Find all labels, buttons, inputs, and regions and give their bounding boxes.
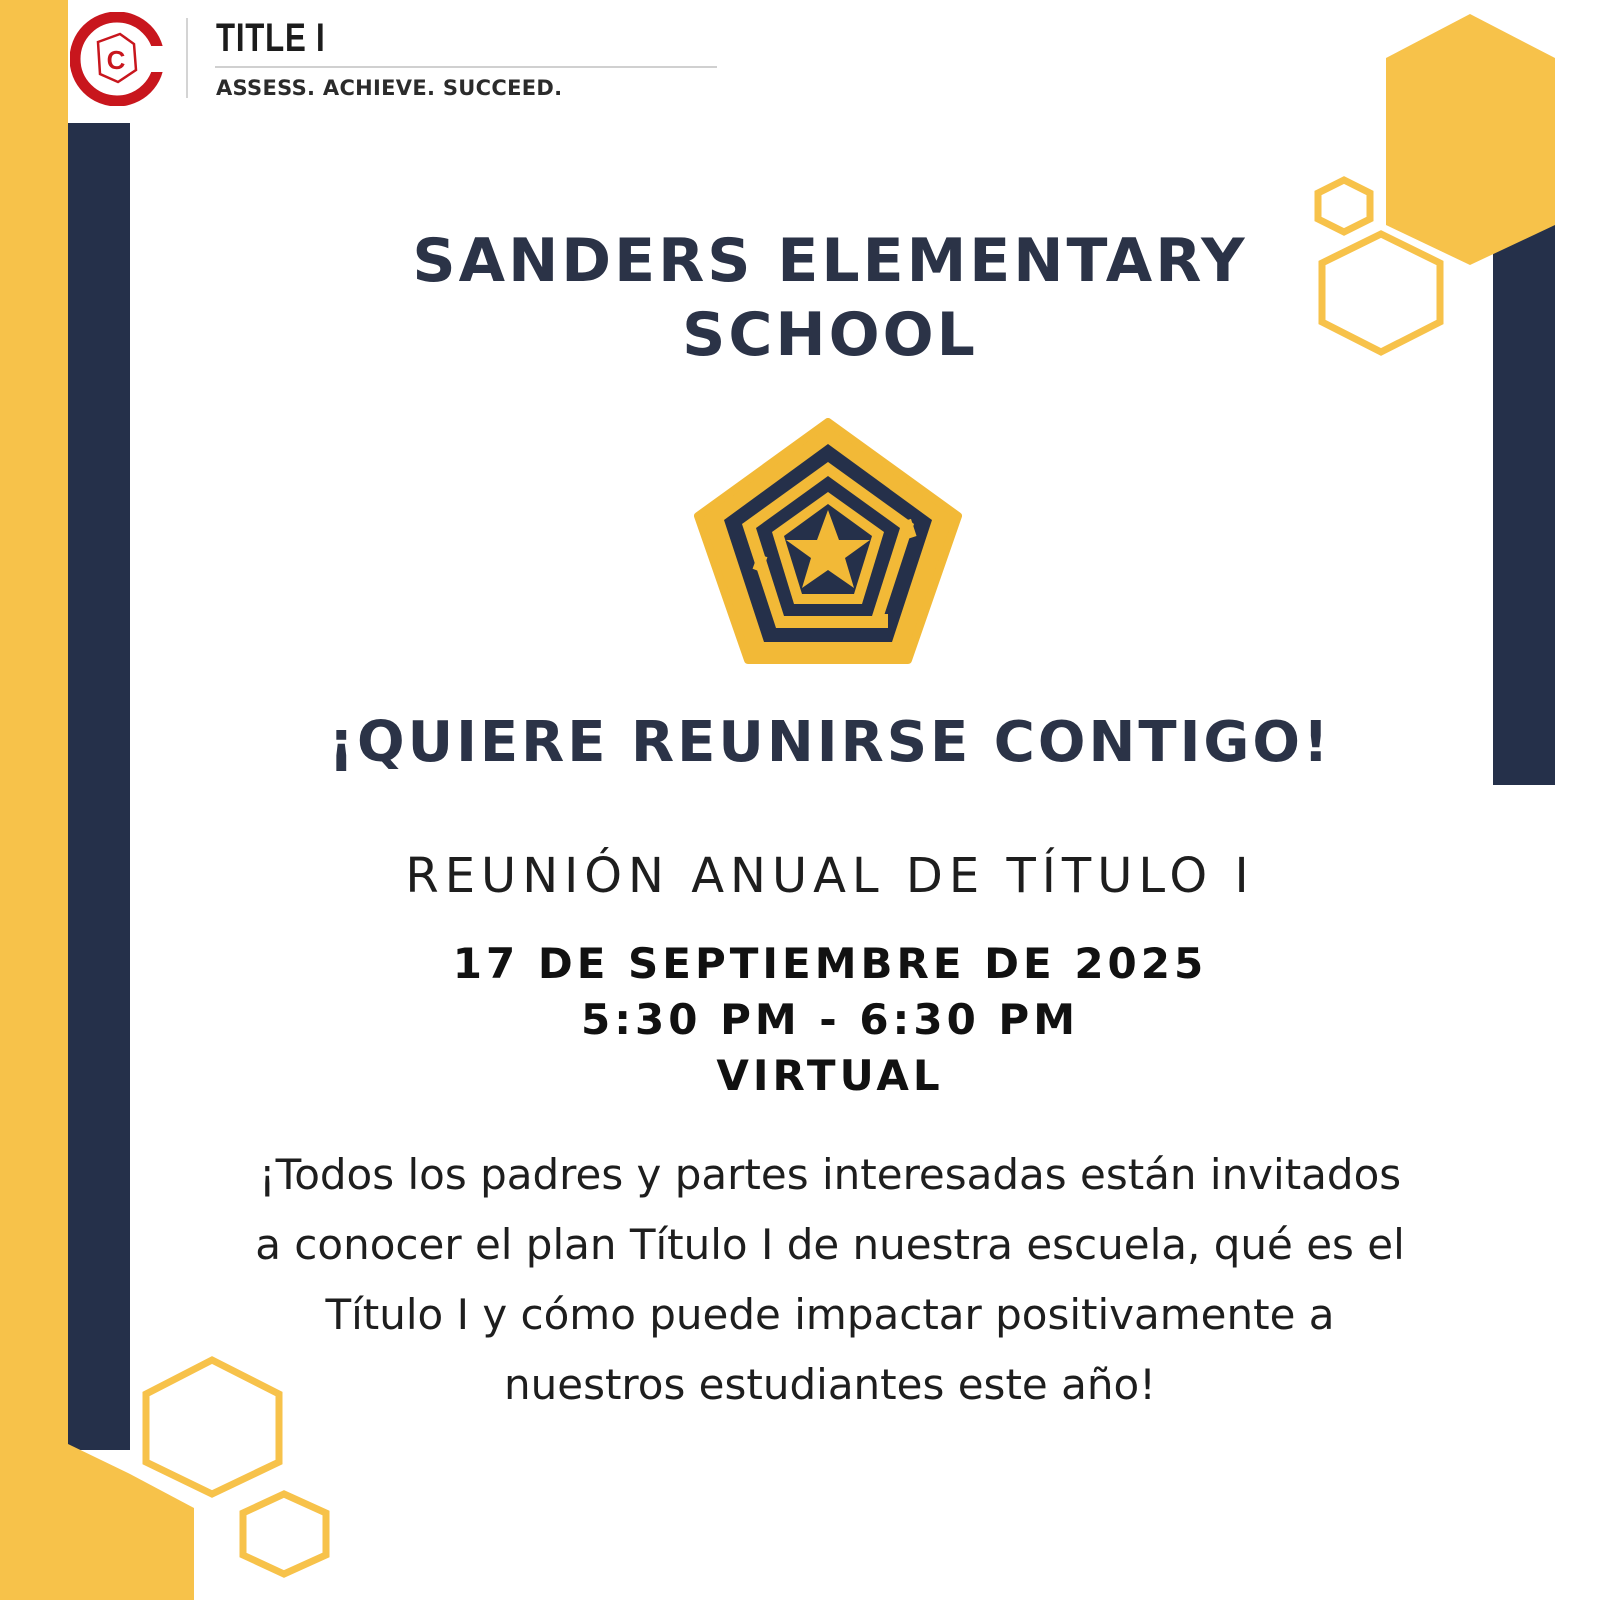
event-time: 5:30 PM - 6:30 PM [580, 995, 1079, 1044]
hexagon-outline-bottom-small [243, 1494, 326, 1574]
program-title: TITLE I [216, 16, 326, 60]
event-description: ¡Todos los padres y partes interesadas están invitados a conocer el plan Título I de nuestra escuela, qué es el Título I y cómo puede impactar positivamente a nuestros estudiantes este año! [255, 1150, 1405, 1409]
event-date: 17 DE SEPTIEMBRE DE 2025 [452, 939, 1208, 988]
program-tagline: ASSESS. ACHIEVE. SUCCEED. [216, 76, 563, 100]
pentagon-star-icon [694, 418, 962, 664]
meeting-title: REUNIÓN ANUAL DE TÍTULO I [405, 848, 1255, 904]
svg-text:C: C [106, 45, 126, 75]
school-name [230, 224, 1430, 372]
event-details [230, 936, 1430, 1104]
c-logo-icon [70, 12, 164, 106]
bottom-gold-wedge [68, 1444, 194, 1600]
school-name-line-2: SCHOOL [682, 300, 978, 370]
left-navy-strip [68, 123, 130, 1450]
header-divider [186, 18, 188, 98]
event-location: VIRTUAL [716, 1051, 944, 1100]
right-navy-strip [1493, 222, 1555, 785]
headline: ¡QUIERE REUNIRSE CONTIGO! [328, 710, 1332, 775]
school-name-line-1: SANDERS ELEMENTARY [412, 226, 1248, 296]
header-rule [215, 66, 717, 68]
left-gold-strip [0, 0, 68, 1600]
